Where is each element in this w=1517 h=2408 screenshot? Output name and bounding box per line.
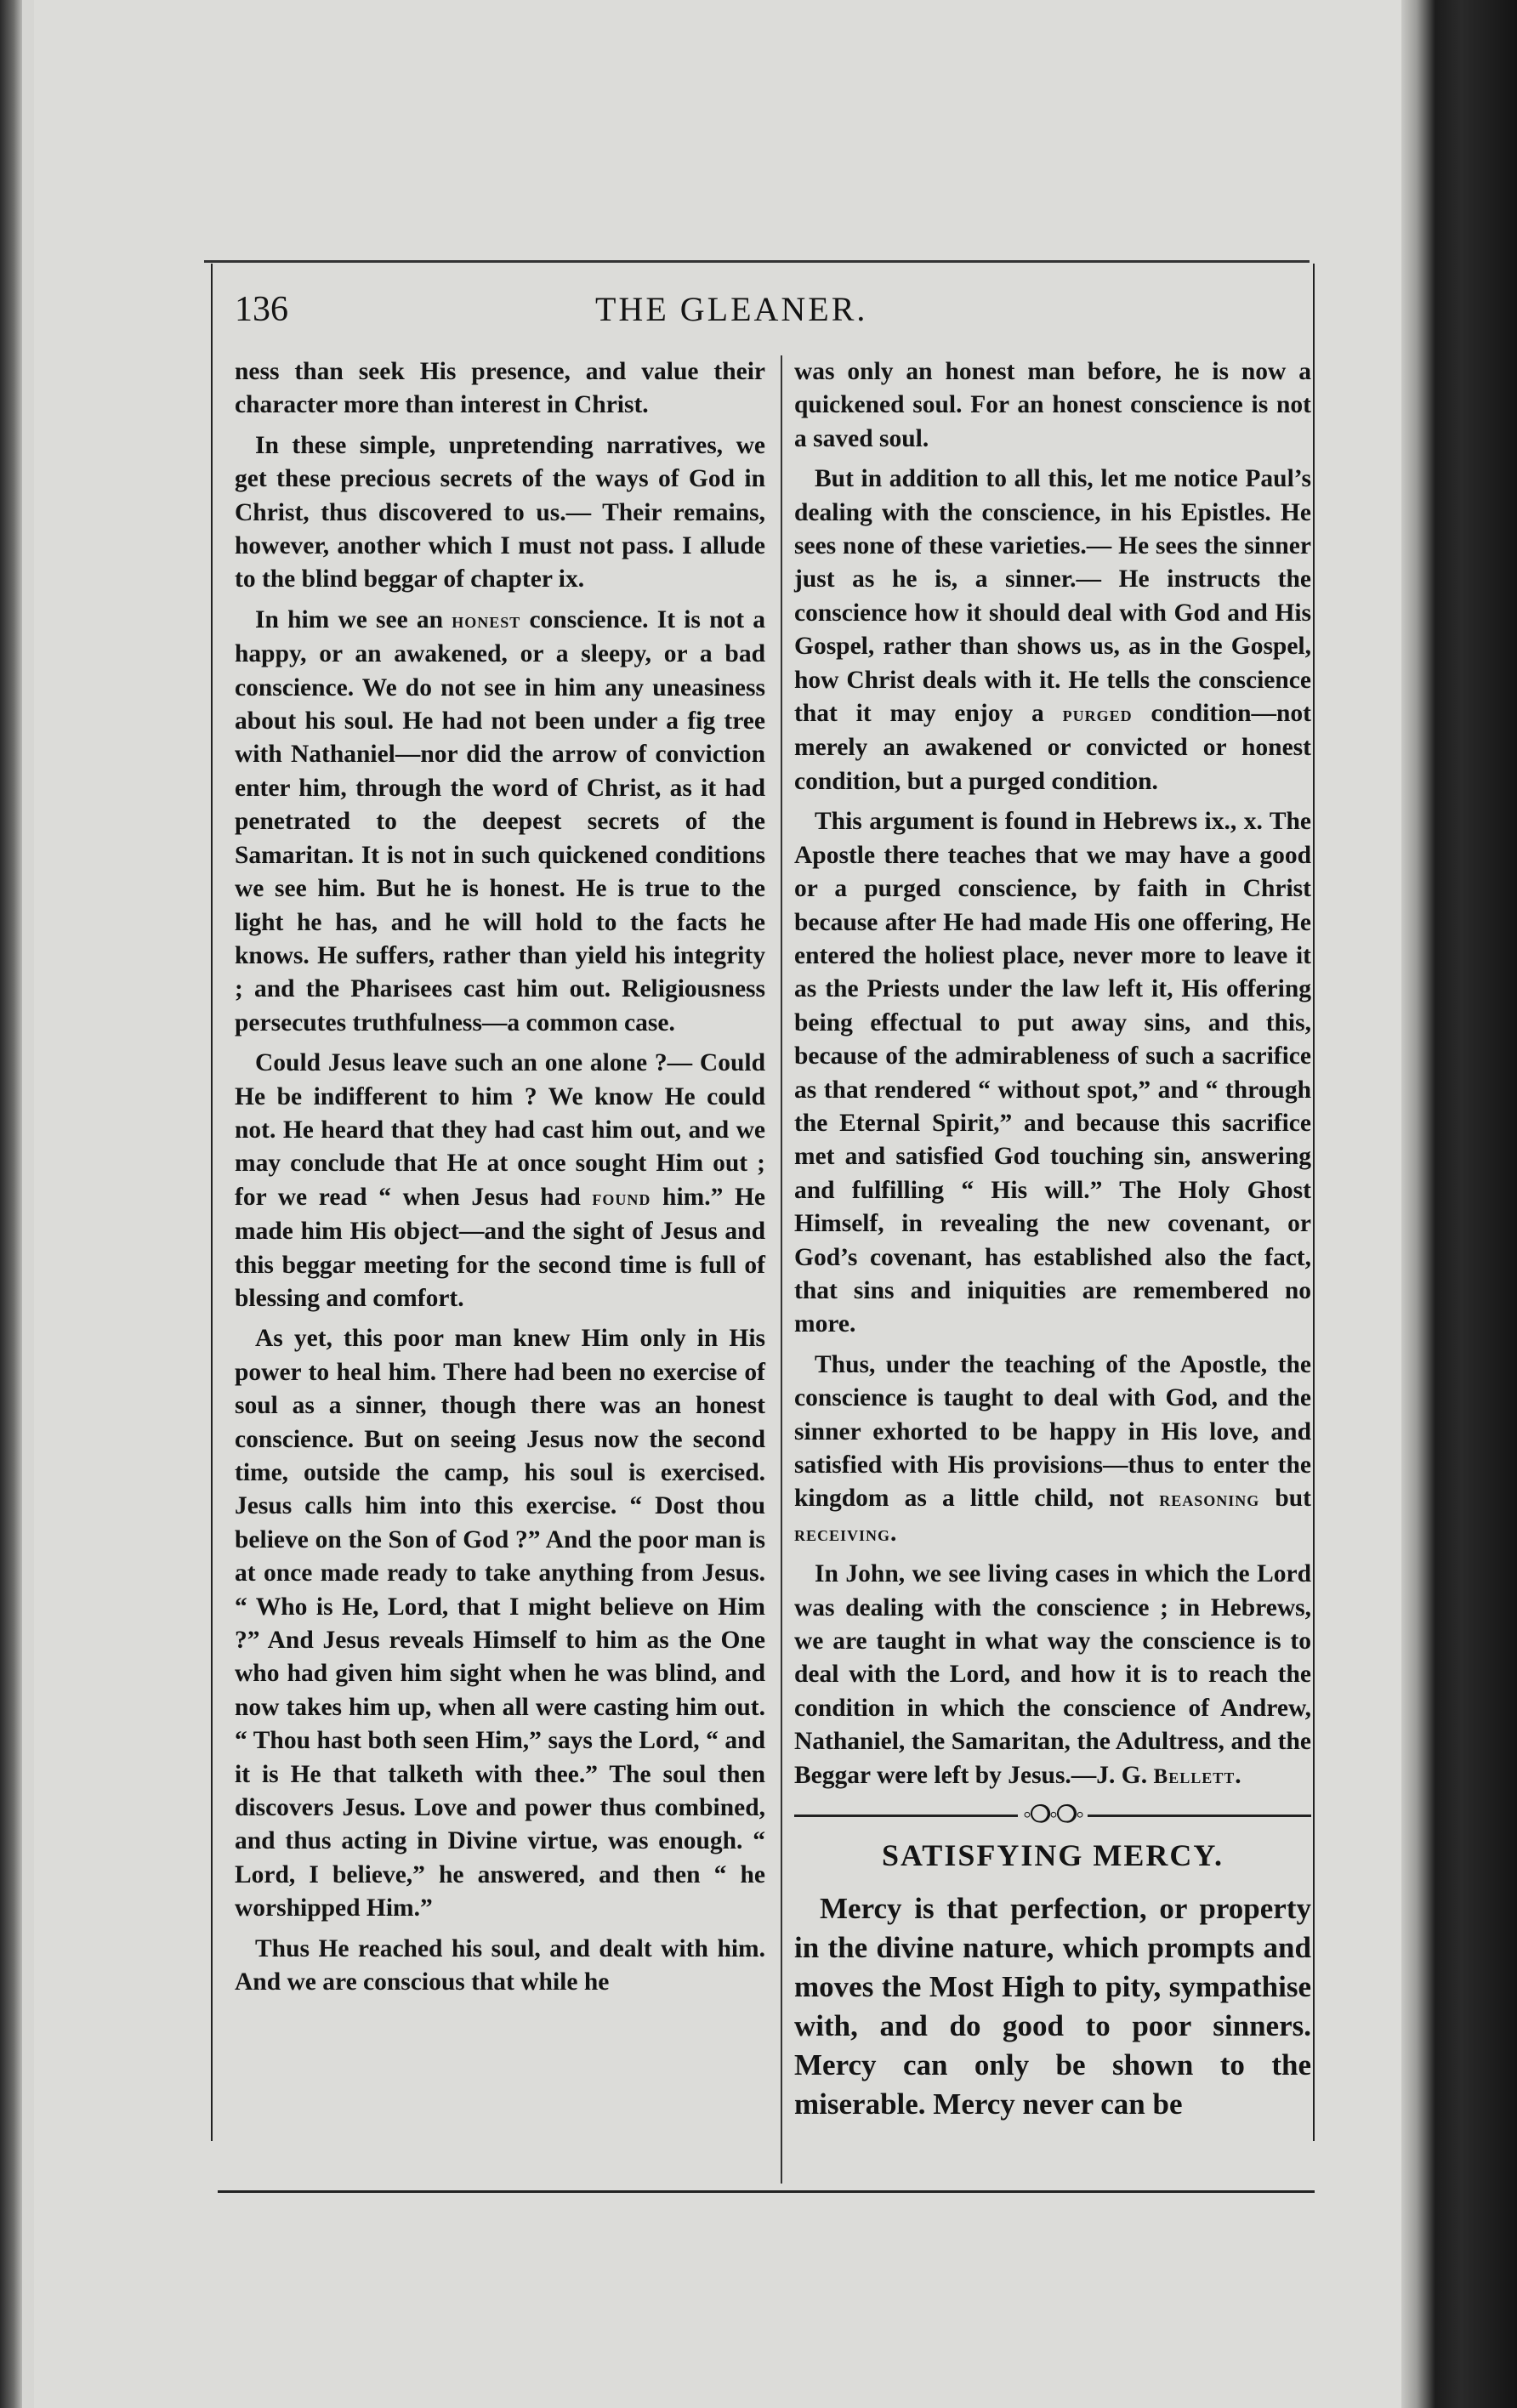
column-divider xyxy=(781,355,782,2184)
bottom-rule xyxy=(218,2190,1315,2193)
left-column xyxy=(235,355,765,2007)
mercy-article xyxy=(794,1889,1311,2124)
paragraph: Thus He reached his soul, and dealt with him. And we are conscious that while he xyxy=(235,1934,765,1996)
section-ornament xyxy=(794,1802,1311,1829)
section-title: SATISFYING MERCY. xyxy=(881,1838,1224,1873)
small-caps-word: receiving xyxy=(794,1522,891,1546)
small-caps-word: honest xyxy=(452,609,521,633)
small-caps-word: purged xyxy=(1062,703,1133,727)
header-rule xyxy=(204,260,1310,263)
scan-edge-left xyxy=(0,0,22,2408)
paragraph: As yet, this poor man knew Him only in His power to heal him. There had been no exercise of soul as a sinner, though there was an honest conscience. But on seeing Jesus now the second time, outside the camp, his soul is exercised. Jesus calls him into this exercise. “ Dost thou believe on the Son of God ?” And the poor man is at once made ready to take anything from Jesus. “ Who is He, Lord, that I might believe on Him ?” And Jesus reveals Himself to him as the One who had given him sight when he was blind, and now takes him up, when all were casting him out. “ Thou hast both seen Him,” says the Lord, “ and it is He that talketh with thee.” The soul then discovers Jesus. Love and power thus combined, and thus acting in Divine virtue, was enough. “ Lord, I believe,” he answered, and then “ he worshipped Him.” xyxy=(235,1325,765,1922)
paragraph xyxy=(794,1558,1311,1793)
ornament-line xyxy=(794,1815,1018,1817)
text-run: But in addition to all this, let me notice Paul’s dealing with the conscience, in his Epistles. He sees none of these varieties.— He sees the sinner just as he is, a sinner.— He instructs the conscience how it should deal with God and His Gospel, rather than shows us, as in the Gospel, how Christ deals with it. He tells the conscience that it may enjoy a xyxy=(794,465,1311,728)
author-signature: Bellett xyxy=(1153,1764,1236,1788)
paragraph: ness than seek His presence, and value their character more than interest in Christ. xyxy=(235,358,765,419)
paragraph: This argument is found in Hebrews ix., x. The Apostle there teaches that we may have a good or a purged conscience, by faith in Christ because after He had made His one offering, He entered the holiest place, never more to leave it as the Priests under the law left it, His offering being effectual to put away sins, and this, because of the admirableness of such a sacrifice as that rendered “ without spot,” and “ through the Eternal Spirit,” and because this sacrifice met and satisfied God touching sin, answering and fulfilling “ His will.” The Holy Ghost Himself, in revealing the new covenant, or God’s covenant, has established also the fact, that sins and iniquities are remembered no more. xyxy=(794,808,1311,1338)
paragraph xyxy=(794,1349,1311,1551)
text-run: In John, we see living cases in which the Lord was dealing with the conscience ; in Hebrews, we are taught in what way the conscience is to deal with the Lord, and how it is to reach the condition in which the conscience of Andrew, Nathaniel, the Samaritan, the Adultress, and the Beggar were left by Jesus.—J. G. xyxy=(794,1560,1311,1789)
text-run: condition—not merely an awakened or convicted or honest condition, but a purged condition. xyxy=(794,700,1311,795)
text-run: but xyxy=(1259,1485,1311,1513)
running-title: THE GLEANER. xyxy=(595,290,868,328)
ornament-line xyxy=(1088,1815,1311,1817)
ornament-glyphs: ◦❍◦❍◦ xyxy=(1023,1802,1082,1829)
text-run: him.” He made him His object—and the sight of Jesus and this beggar meeting for the second time is full of blessing and comfort. xyxy=(235,1183,766,1312)
text-run: . xyxy=(890,1519,897,1547)
text-run: . xyxy=(1235,1761,1241,1789)
paragraph xyxy=(235,604,765,1040)
right-column xyxy=(794,355,1311,2131)
text-run: In him we see an xyxy=(255,605,452,633)
paragraph xyxy=(794,463,1311,798)
paragraph: In these simple, unpretending narratives, we get these precious secrets of the ways of God in Christ, thus discovered to us.— Their remains, however, another which I must not pass. I allude to the blind beggar of chapter ix. xyxy=(235,431,765,593)
page-number: 136 xyxy=(235,290,288,329)
paragraph: Mercy is that perfection, or property in the divine nature, which prompts and moves the Most High to pity, sympathise with, and do good to poor sinners. Mercy can only be shown to the miserable. Mercy never can be xyxy=(794,1892,1311,2121)
small-caps-word: found xyxy=(592,1186,651,1210)
small-caps-word: reasoning xyxy=(1159,1488,1260,1512)
text-run: conscience. It is not a happy, or an awakened, or a sleepy, or a bad conscience. We do not see in him any uneasiness about his soul. He had not been under a fig tree with Nathaniel—nor did the arrow of conviction enter him, through the word of Christ, as it had penetrated to the deepest secrets of the Samaritan. It is not in such quickened conditions we see him. But he is honest. He is true to the light he has, and he will hold to the facts he knows. He suffers, rather than yield his integrity ; and the Pharisees cast him out. Religiousness persecutes truthfulness—a common case. xyxy=(235,605,765,1036)
paragraph xyxy=(235,1047,765,1315)
scan-edge-right xyxy=(1401,0,1517,2408)
text-run: Could Jesus leave such an one alone ?— Could He be indifferent to him ? We know He could not. He heard that they had cast him out, and we may conclude that He at once sought Him out ; for we read “ when Jesus had xyxy=(235,1049,765,1211)
paragraph: was only an honest man before, he is now a quickened soul. For an honest conscience is not a saved soul. xyxy=(794,358,1311,452)
text-run: Thus, under the teaching of the Apostle, the conscience is taught to deal with God, and the sinner exhorted to be happy in His love, and satisfied with His provisions—thus to enter the kingdom as a little child, not xyxy=(794,1350,1311,1513)
